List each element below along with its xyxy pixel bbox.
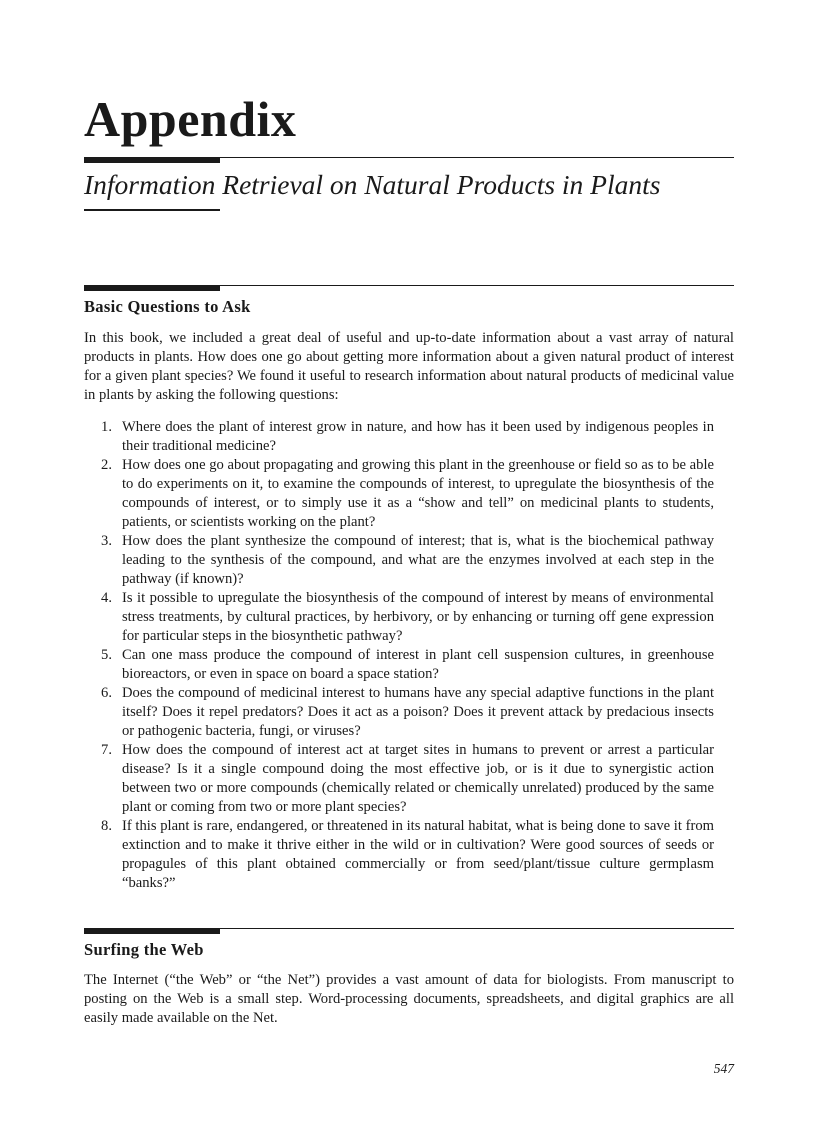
section-intro-paragraph: The Internet (“the Web” or “the Net”) provides a vast amount of data for biologists. From manuscript to posting on the Web is a small step. Word-processing documents, spreadsheets, and digital graphics are all easily made available on the Net.	[84, 972, 734, 1026]
list-item	[84, 589, 714, 646]
list-item-text: How does the compound of interest act at target sites in humans to prevent or arrest a particular disease? Is it a single compound doing the most effective job, or is it due to synergistic action between two or more compounds (chemically related or chemically unrelated) produced by the same plant or coming from two or more plant species?	[122, 742, 714, 815]
list-item-number: 5.	[101, 647, 112, 663]
list-item	[84, 532, 714, 589]
section-rule	[84, 285, 734, 286]
list-item-number: 3.	[101, 533, 112, 549]
list-item-number: 4.	[101, 590, 112, 606]
title-rule	[84, 157, 734, 158]
list-item	[84, 456, 714, 532]
chapter-subtitle: Information Retrieval on Natural Products in Plants	[84, 169, 661, 200]
subtitle-underline	[84, 209, 220, 211]
list-item-number: 2.	[101, 457, 112, 473]
section-intro-paragraph: In this book, we included a great deal of useful and up-to-date information about a vast array of natural products in plants. How does one go about getting more information about a given natural product of interest for a given plant species? We found it useful to research information about natural products of medicinal value in plants by asking the following questions:	[84, 330, 734, 403]
section-heading-surfing-web: Surfing the Web	[84, 940, 204, 959]
list-item-text: Does the compound of medicinal interest to humans have any special adaptive functions in the plant itself? Does it repel predators? Does it act as a poison? Does it prevent attack by predacious insects or pathogenic bacteria, fungi, or viruses?	[122, 685, 714, 739]
list-item	[84, 418, 714, 456]
list-item-text: How does the plant synthesize the compound of interest; that is, what is the biochemical pathway leading to the synthesis of the compound, and what are the enzymes involved at each step in the pathway (if known)?	[122, 533, 714, 587]
list-item	[84, 684, 714, 741]
list-item-text: Is it possible to upregulate the biosynthesis of the compound of interest by means of environmental stress treatments, by cultural practices, by herbivory, or by enhancing or turning off gene expression for particular steps in the biosynthetic pathway?	[122, 590, 714, 644]
section-heading-basic-questions: Basic Questions to Ask	[84, 297, 251, 316]
page-number: 547	[713, 1061, 734, 1076]
chapter-title: Appendix	[84, 91, 297, 147]
list-item-number: 7.	[101, 742, 112, 758]
list-item-number: 1.	[101, 419, 112, 435]
list-item-number: 8.	[101, 818, 112, 834]
list-item-text: If this plant is rare, endangered, or threatened in its natural habitat, what is being done to save it from extinction and to make it thrive either in the wild or in cultivation? Were good sources of seeds or propagules of this plant obtained commercially or from seed/plant/tissue culture germplasm “banks?”	[122, 818, 714, 891]
questions-list	[84, 418, 714, 893]
list-item	[84, 741, 714, 817]
list-item	[84, 817, 714, 893]
section-rule	[84, 928, 734, 929]
list-item	[84, 646, 714, 684]
list-item-text: Can one mass produce the compound of interest in plant cell suspension cultures, in greenhouse bioreactors, or even in space on board a space station?	[122, 647, 714, 682]
list-item-text: How does one go about propagating and growing this plant in the greenhouse or field so as to be able to do experiments on it, to examine the compounds of interest, to upregulate the biosynthesis of the compounds of interest, or to simply use it as a “show and tell” on medicinal plants to students, patients, or scientists working on the plant?	[122, 457, 714, 530]
list-item-number: 6.	[101, 685, 112, 701]
list-item-text: Where does the plant of interest grow in nature, and how has it been used by indigenous peoples in their traditional medicine?	[122, 419, 714, 454]
